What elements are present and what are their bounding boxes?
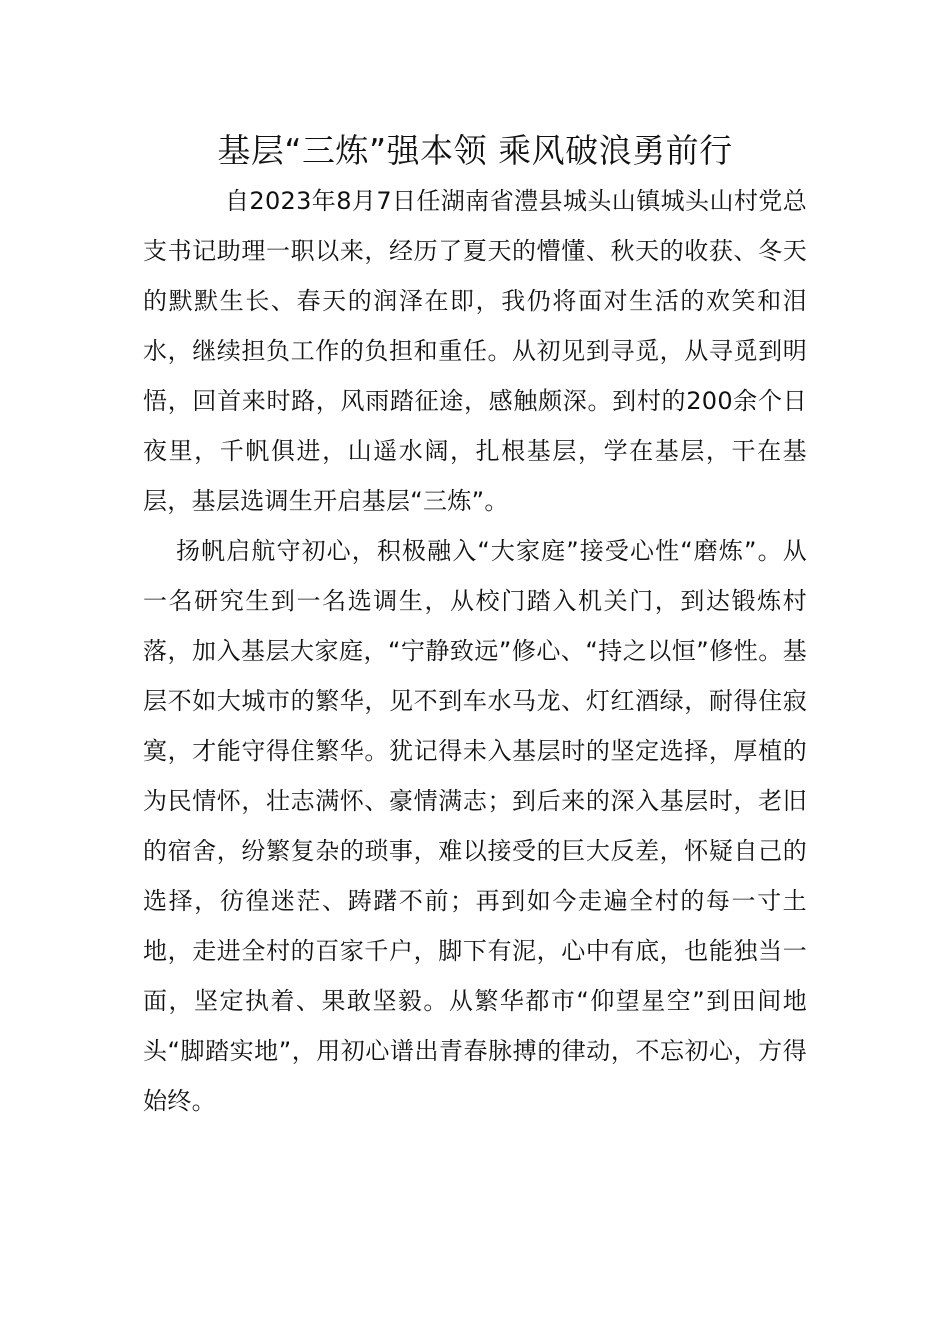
document-body (143, 176, 807, 1126)
document-title: 基层“三炼”强本领 乘风破浪勇前行 (217, 131, 733, 170)
paragraph-tempering: 扬帆启航守初心，积极融入“大家庭”接受心性“磨炼”。从一名研究生到一名选调生，从校门踏入机关门，到达锻炼村落，加入基层大家庭，“宁静致远”修心、“持之以恒”修性。基层不如大城市的繁华，见不到车水马龙、灯红酒绿，耐得住寂寞，才能守得住繁华。犹记得未入基层时的坚定选择，厚植的为民情怀，壮志满怀、豪情满志；到后来的深入基层时，老旧的宿舍，纷繁复杂的琐事，难以接受的巨大反差，怀疑自己的选择，彷徨迷茫、踌躇不前；再到如今走遍全村的每一寸土地，走进全村的百家千户，脚下有泥，心中有底，也能独当一面，坚定执着、果敢坚毅。从繁华都市“仰望星空”到田间地头“脚踏实地”，用初心谱出青春脉搏的律动，不忘初心，方得始终。 (143, 537, 807, 1115)
paragraph-intro: 自2023年8月7日任湖南省澧县城头山镇城头山村党总支书记助理一职以来，经历了夏天的懵懂、秋天的收获、冬天的默默生长、春天的润泽在即，我仍将面对生活的欢笑和泪水，继续担负工作的负担和重任。从初见到寻觅，从寻觅到明悟，回首来时路，风雨踏征途，感触颇深。到村的200余个日夜里，千帆俱进，山遥水阔，扎根基层，学在基层，干在基层，基层选调生开启基层“三炼”。 (143, 187, 807, 515)
